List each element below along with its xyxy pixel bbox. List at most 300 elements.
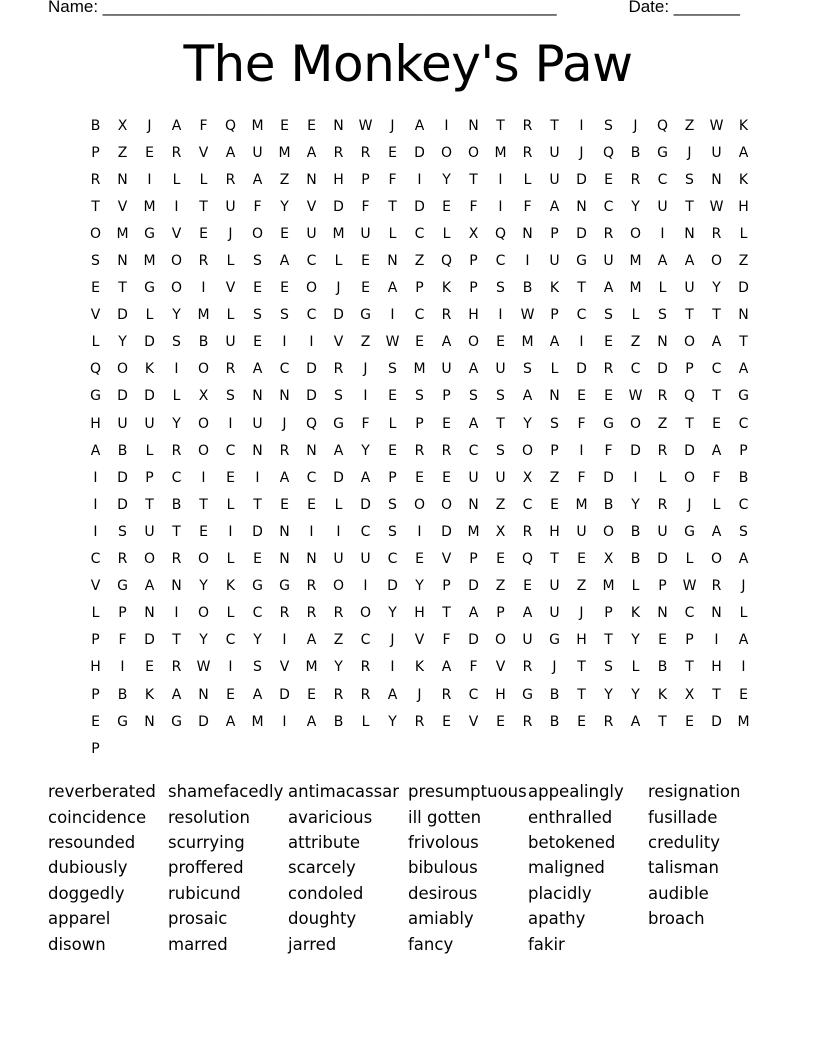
grid-letter[interactable]: A xyxy=(738,144,749,161)
grid-letter[interactable]: V xyxy=(279,659,290,676)
grid-letter[interactable]: J xyxy=(687,144,692,161)
grid-letter[interactable]: I xyxy=(282,334,287,351)
grid-letter[interactable]: R xyxy=(171,442,182,459)
grid-letter[interactable]: S xyxy=(226,388,235,405)
grid-letter[interactable]: J xyxy=(282,415,287,432)
grid-letter[interactable]: U xyxy=(495,361,506,378)
grid-letter[interactable]: N xyxy=(387,253,398,270)
grid-letter[interactable]: X xyxy=(117,117,128,134)
grid-letter[interactable]: O xyxy=(440,496,453,513)
grid-letter[interactable]: H xyxy=(468,307,479,324)
grid-letter[interactable]: R xyxy=(657,496,668,513)
grid-letter[interactable]: Q xyxy=(224,117,237,134)
grid-letter[interactable]: L xyxy=(361,713,370,730)
grid-letter[interactable]: H xyxy=(90,659,101,676)
grid-letter[interactable]: D xyxy=(684,442,695,459)
grid-letter[interactable]: U xyxy=(306,225,317,242)
grid-letter[interactable]: M xyxy=(143,198,156,215)
grid-letter[interactable]: D xyxy=(414,198,425,215)
grid-letter[interactable]: D xyxy=(630,442,641,459)
grid-letter[interactable]: H xyxy=(495,686,506,703)
grid-letter[interactable]: J xyxy=(390,632,395,649)
grid-letter[interactable]: Y xyxy=(388,605,397,622)
grid-letter[interactable]: C xyxy=(279,361,290,378)
grid-letter[interactable]: M xyxy=(278,144,291,161)
grid-letter[interactable]: B xyxy=(117,686,128,703)
grid-letter[interactable]: E xyxy=(604,171,613,188)
grid-letter[interactable]: P xyxy=(469,280,478,297)
grid-letter[interactable]: B xyxy=(738,469,749,486)
grid-letter[interactable]: T xyxy=(712,307,721,324)
grid-letter[interactable]: U xyxy=(333,551,344,568)
grid-letter[interactable]: D xyxy=(468,632,479,649)
grid-letter[interactable]: T xyxy=(658,713,667,730)
grid-letter[interactable]: D xyxy=(657,551,668,568)
grid-letter[interactable]: Z xyxy=(360,334,371,351)
grid-letter[interactable]: L xyxy=(145,307,154,324)
grid-letter[interactable]: L xyxy=(226,605,235,622)
grid-letter[interactable]: R xyxy=(522,117,533,134)
grid-letter[interactable]: S xyxy=(658,307,667,324)
grid-letter[interactable]: A xyxy=(441,659,452,676)
grid-letter[interactable]: Y xyxy=(280,198,289,215)
grid-letter[interactable]: O xyxy=(143,551,156,568)
grid-letter[interactable]: N xyxy=(252,388,263,405)
grid-letter[interactable]: O xyxy=(683,469,696,486)
grid-letter[interactable]: N xyxy=(198,686,209,703)
grid-letter[interactable]: J xyxy=(363,361,368,378)
grid-letter[interactable]: Z xyxy=(738,253,749,270)
grid-letter[interactable]: R xyxy=(360,686,371,703)
grid-letter[interactable]: O xyxy=(89,225,102,242)
grid-letter[interactable]: E xyxy=(280,496,289,513)
grid-letter[interactable]: D xyxy=(144,632,155,649)
grid-letter[interactable]: Y xyxy=(604,686,613,703)
grid-letter[interactable]: M xyxy=(467,523,480,540)
grid-letter[interactable]: O xyxy=(170,280,183,297)
grid-letter[interactable]: A xyxy=(711,442,722,459)
grid-letter[interactable]: A xyxy=(279,253,290,270)
grid-letter[interactable]: R xyxy=(630,171,641,188)
grid-letter[interactable]: Y xyxy=(334,659,343,676)
grid-letter[interactable]: R xyxy=(441,442,452,459)
grid-letter[interactable]: R xyxy=(333,686,344,703)
grid-letter[interactable]: S xyxy=(172,334,181,351)
grid-letter[interactable]: I xyxy=(741,659,746,676)
grid-letter[interactable]: E xyxy=(253,551,262,568)
grid-letter[interactable]: C xyxy=(576,307,587,324)
grid-letter[interactable]: G xyxy=(144,225,155,242)
grid-letter[interactable]: W xyxy=(628,388,643,405)
grid-letter[interactable]: H xyxy=(333,171,344,188)
grid-letter[interactable]: N xyxy=(117,253,128,270)
grid-letter[interactable]: P xyxy=(658,578,667,595)
grid-letter[interactable]: R xyxy=(333,605,344,622)
grid-letter[interactable]: S xyxy=(415,388,424,405)
grid-letter[interactable]: L xyxy=(631,307,640,324)
grid-letter[interactable]: Z xyxy=(117,144,128,161)
grid-letter[interactable]: D xyxy=(117,388,128,405)
grid-letter[interactable]: U xyxy=(522,632,533,649)
grid-letter[interactable]: A xyxy=(414,117,425,134)
grid-letter[interactable]: M xyxy=(602,578,615,595)
grid-letter[interactable]: A xyxy=(738,551,749,568)
grid-letter[interactable]: Y xyxy=(631,686,640,703)
grid-letter[interactable]: F xyxy=(523,198,532,215)
grid-letter[interactable]: Y xyxy=(631,632,640,649)
grid-letter[interactable]: E xyxy=(361,280,370,297)
grid-letter[interactable]: A xyxy=(225,144,236,161)
grid-letter[interactable]: E xyxy=(388,442,397,459)
grid-letter[interactable]: J xyxy=(687,496,692,513)
grid-letter[interactable]: U xyxy=(468,469,479,486)
grid-letter[interactable]: U xyxy=(549,253,560,270)
grid-letter[interactable]: J xyxy=(579,605,584,622)
grid-letter[interactable]: H xyxy=(414,605,425,622)
grid-letter[interactable]: L xyxy=(388,225,397,242)
grid-letter[interactable]: I xyxy=(228,415,233,432)
grid-letter[interactable]: D xyxy=(360,496,371,513)
grid-letter[interactable]: P xyxy=(361,171,370,188)
grid-letter[interactable]: G xyxy=(360,307,371,324)
grid-letter[interactable]: D xyxy=(279,686,290,703)
grid-letter[interactable]: A xyxy=(711,334,722,351)
grid-letter[interactable]: G xyxy=(252,578,263,595)
grid-letter[interactable]: O xyxy=(629,415,642,432)
grid-letter[interactable]: N xyxy=(279,551,290,568)
grid-letter[interactable]: E xyxy=(577,388,586,405)
grid-letter[interactable]: C xyxy=(306,469,317,486)
grid-letter[interactable]: B xyxy=(549,686,560,703)
grid-letter[interactable]: P xyxy=(604,605,613,622)
grid-letter[interactable]: E xyxy=(145,659,154,676)
grid-letter[interactable]: R xyxy=(171,551,182,568)
grid-letter[interactable]: G xyxy=(522,686,533,703)
grid-letter[interactable]: R xyxy=(522,523,533,540)
grid-letter[interactable]: E xyxy=(307,686,316,703)
grid-letter[interactable]: N xyxy=(522,225,533,242)
grid-letter[interactable]: L xyxy=(91,605,100,622)
grid-letter[interactable]: U xyxy=(495,469,506,486)
grid-letter[interactable]: I xyxy=(228,523,233,540)
grid-letter[interactable]: N xyxy=(684,225,695,242)
grid-letter[interactable]: I xyxy=(120,659,125,676)
grid-letter[interactable]: T xyxy=(604,632,613,649)
grid-letter[interactable]: D xyxy=(441,523,452,540)
grid-letter[interactable]: C xyxy=(495,253,506,270)
grid-letter[interactable]: G xyxy=(279,578,290,595)
grid-letter[interactable]: A xyxy=(468,415,479,432)
grid-letter[interactable]: U xyxy=(144,415,155,432)
grid-letter[interactable]: Y xyxy=(172,415,181,432)
grid-letter[interactable]: C xyxy=(90,551,101,568)
grid-letter[interactable]: F xyxy=(577,469,586,486)
grid-letter[interactable]: C xyxy=(738,415,749,432)
grid-letter[interactable]: I xyxy=(660,225,665,242)
grid-letter[interactable]: I xyxy=(390,307,395,324)
grid-letter[interactable]: I xyxy=(147,171,152,188)
grid-letter[interactable]: C xyxy=(468,686,479,703)
grid-letter[interactable]: Y xyxy=(712,280,721,297)
grid-letter[interactable]: I xyxy=(93,469,98,486)
grid-letter[interactable]: K xyxy=(630,605,641,622)
grid-letter[interactable]: V xyxy=(90,578,101,595)
grid-letter[interactable]: Z xyxy=(657,415,668,432)
grid-letter[interactable]: L xyxy=(523,171,532,188)
grid-letter[interactable]: K xyxy=(225,578,236,595)
grid-letter[interactable]: V xyxy=(90,307,101,324)
grid-letter[interactable]: S xyxy=(91,253,100,270)
grid-letter[interactable]: E xyxy=(496,713,505,730)
grid-letter[interactable]: L xyxy=(631,659,640,676)
grid-letter[interactable]: C xyxy=(684,605,695,622)
grid-letter[interactable]: S xyxy=(118,523,127,540)
grid-letter[interactable]: E xyxy=(604,388,613,405)
grid-letter[interactable]: S xyxy=(253,659,262,676)
grid-letter[interactable]: E xyxy=(415,551,424,568)
grid-letter[interactable]: W xyxy=(196,659,211,676)
grid-letter[interactable]: Y xyxy=(253,632,262,649)
grid-letter[interactable]: O xyxy=(413,496,426,513)
grid-letter[interactable]: V xyxy=(198,144,209,161)
grid-letter[interactable]: E xyxy=(280,117,289,134)
grid-letter[interactable]: T xyxy=(685,307,694,324)
grid-letter[interactable]: O xyxy=(197,415,210,432)
grid-letter[interactable]: C xyxy=(711,361,722,378)
grid-letter[interactable]: S xyxy=(739,523,748,540)
grid-letter[interactable]: L xyxy=(334,253,343,270)
grid-letter[interactable]: A xyxy=(171,686,182,703)
grid-letter[interactable]: L xyxy=(631,578,640,595)
grid-letter[interactable]: U xyxy=(711,144,722,161)
grid-letter[interactable]: L xyxy=(658,280,667,297)
grid-letter[interactable]: C xyxy=(522,496,533,513)
grid-letter[interactable]: D xyxy=(144,334,155,351)
grid-letter[interactable]: O xyxy=(494,632,507,649)
grid-letter[interactable]: K xyxy=(144,686,155,703)
grid-letter[interactable]: S xyxy=(604,117,613,134)
grid-letter[interactable]: S xyxy=(253,307,262,324)
grid-letter[interactable]: C xyxy=(360,523,371,540)
grid-letter[interactable]: E xyxy=(388,388,397,405)
grid-letter[interactable]: C xyxy=(387,551,398,568)
grid-letter[interactable]: N xyxy=(333,117,344,134)
grid-letter[interactable]: C xyxy=(225,442,236,459)
grid-letter[interactable]: T xyxy=(172,523,181,540)
grid-letter[interactable]: D xyxy=(576,171,587,188)
grid-letter[interactable]: W xyxy=(709,117,724,134)
grid-letter[interactable]: O xyxy=(467,334,480,351)
grid-letter[interactable]: G xyxy=(144,280,155,297)
grid-letter[interactable]: B xyxy=(198,334,209,351)
grid-letter[interactable]: W xyxy=(682,578,697,595)
grid-letter[interactable]: I xyxy=(174,605,179,622)
grid-letter[interactable]: N xyxy=(576,198,587,215)
grid-letter[interactable]: M xyxy=(575,496,588,513)
grid-letter[interactable]: D xyxy=(711,713,722,730)
grid-letter[interactable]: E xyxy=(280,225,289,242)
grid-letter[interactable]: R xyxy=(90,171,101,188)
grid-letter[interactable]: S xyxy=(496,388,505,405)
grid-letter[interactable]: N xyxy=(144,713,155,730)
grid-letter[interactable]: W xyxy=(709,198,724,215)
grid-letter[interactable]: H xyxy=(90,415,101,432)
grid-letter[interactable]: G xyxy=(657,144,668,161)
grid-letter[interactable]: P xyxy=(469,551,478,568)
grid-letter[interactable]: E xyxy=(145,144,154,161)
grid-letter[interactable]: I xyxy=(498,307,503,324)
grid-letter[interactable]: E xyxy=(442,415,451,432)
grid-letter[interactable]: R xyxy=(711,225,722,242)
grid-letter[interactable]: R xyxy=(117,551,128,568)
grid-letter[interactable]: A xyxy=(360,469,371,486)
grid-letter[interactable]: A xyxy=(306,632,317,649)
grid-letter[interactable]: I xyxy=(579,334,584,351)
grid-letter[interactable]: P xyxy=(550,442,559,459)
grid-letter[interactable]: R xyxy=(441,686,452,703)
grid-letter[interactable]: J xyxy=(417,686,422,703)
grid-letter[interactable]: O xyxy=(359,605,372,622)
grid-letter[interactable]: X xyxy=(603,551,614,568)
grid-letter[interactable]: D xyxy=(333,469,344,486)
grid-letter[interactable]: P xyxy=(145,469,154,486)
grid-letter[interactable]: B xyxy=(171,496,182,513)
grid-letter[interactable]: Z xyxy=(495,578,506,595)
grid-letter[interactable]: U xyxy=(549,578,560,595)
grid-letter[interactable]: D xyxy=(252,523,263,540)
grid-letter[interactable]: W xyxy=(385,334,400,351)
grid-letter[interactable]: T xyxy=(550,551,559,568)
grid-letter[interactable]: A xyxy=(306,713,317,730)
grid-letter[interactable]: E xyxy=(307,117,316,134)
grid-letter[interactable]: D xyxy=(117,496,128,513)
grid-letter[interactable]: R xyxy=(171,144,182,161)
grid-letter[interactable]: X xyxy=(198,388,209,405)
grid-letter[interactable]: I xyxy=(498,171,503,188)
grid-letter[interactable]: A xyxy=(549,334,560,351)
grid-letter[interactable]: H xyxy=(738,198,749,215)
grid-letter[interactable]: P xyxy=(739,442,748,459)
grid-letter[interactable]: R xyxy=(306,578,317,595)
grid-letter[interactable]: F xyxy=(604,442,613,459)
grid-letter[interactable]: I xyxy=(579,442,584,459)
grid-letter[interactable]: W xyxy=(520,307,535,324)
grid-letter[interactable]: P xyxy=(91,686,100,703)
grid-letter[interactable]: E xyxy=(253,280,262,297)
grid-letter[interactable]: Q xyxy=(656,117,669,134)
grid-letter[interactable]: K xyxy=(738,171,749,188)
grid-letter[interactable]: E xyxy=(442,198,451,215)
grid-letter[interactable]: D xyxy=(657,361,668,378)
grid-letter[interactable]: E xyxy=(658,632,667,649)
grid-letter[interactable]: S xyxy=(523,361,532,378)
grid-letter[interactable]: Y xyxy=(523,415,532,432)
grid-letter[interactable]: E xyxy=(442,469,451,486)
grid-letter[interactable]: E xyxy=(91,280,100,297)
grid-letter[interactable]: C xyxy=(252,605,263,622)
grid-letter[interactable]: V xyxy=(171,225,182,242)
grid-letter[interactable]: O xyxy=(170,253,183,270)
grid-letter[interactable]: T xyxy=(685,659,694,676)
grid-letter[interactable]: M xyxy=(143,253,156,270)
grid-letter[interactable]: F xyxy=(577,415,586,432)
grid-letter[interactable]: A xyxy=(711,523,722,540)
grid-letter[interactable]: F xyxy=(253,198,262,215)
grid-letter[interactable]: O xyxy=(197,361,210,378)
grid-letter[interactable]: U xyxy=(117,415,128,432)
grid-letter[interactable]: C xyxy=(630,361,641,378)
grid-letter[interactable]: I xyxy=(174,361,179,378)
grid-letter[interactable]: A xyxy=(630,713,641,730)
grid-letter[interactable]: F xyxy=(199,117,208,134)
grid-letter[interactable]: U xyxy=(252,144,263,161)
grid-letter[interactable]: Z xyxy=(279,171,290,188)
grid-letter[interactable]: P xyxy=(415,280,424,297)
grid-letter[interactable]: A xyxy=(522,605,533,622)
grid-letter[interactable]: L xyxy=(442,225,451,242)
grid-letter[interactable]: B xyxy=(630,523,641,540)
grid-letter[interactable]: Q xyxy=(602,144,615,161)
grid-letter[interactable]: S xyxy=(685,171,694,188)
grid-letter[interactable]: E xyxy=(226,686,235,703)
grid-letter[interactable]: N xyxy=(144,605,155,622)
grid-letter[interactable]: E xyxy=(199,225,208,242)
grid-letter[interactable]: U xyxy=(657,523,668,540)
grid-letter[interactable]: B xyxy=(522,280,533,297)
grid-letter[interactable]: I xyxy=(417,523,422,540)
grid-letter[interactable]: E xyxy=(280,280,289,297)
grid-letter[interactable]: A xyxy=(657,253,668,270)
grid-letter[interactable]: P xyxy=(91,632,100,649)
grid-letter[interactable]: G xyxy=(333,415,344,432)
grid-letter[interactable]: R xyxy=(333,361,344,378)
grid-letter[interactable]: I xyxy=(579,117,584,134)
grid-letter[interactable]: L xyxy=(712,496,721,513)
grid-letter[interactable]: B xyxy=(603,496,614,513)
grid-letter[interactable]: M xyxy=(629,253,642,270)
grid-letter[interactable]: P xyxy=(685,632,694,649)
grid-letter[interactable]: I xyxy=(93,523,98,540)
grid-letter[interactable]: A xyxy=(549,198,560,215)
grid-letter[interactable]: I xyxy=(255,469,260,486)
grid-letter[interactable]: D xyxy=(117,307,128,324)
grid-letter[interactable]: R xyxy=(657,442,668,459)
grid-letter[interactable]: M xyxy=(494,144,507,161)
grid-letter[interactable]: K xyxy=(414,659,425,676)
grid-letter[interactable]: A xyxy=(252,171,263,188)
grid-letter[interactable]: Z xyxy=(495,496,506,513)
grid-letter[interactable]: I xyxy=(309,334,314,351)
grid-letter[interactable]: G xyxy=(117,578,128,595)
grid-letter[interactable]: T xyxy=(550,117,559,134)
grid-letter[interactable]: H xyxy=(711,659,722,676)
grid-letter[interactable]: A xyxy=(468,605,479,622)
grid-letter[interactable]: R xyxy=(333,144,344,161)
grid-letter[interactable]: R xyxy=(603,225,614,242)
grid-letter[interactable]: J xyxy=(552,659,557,676)
grid-letter[interactable]: O xyxy=(521,442,534,459)
grid-letter[interactable]: Z xyxy=(414,253,425,270)
grid-letter[interactable]: L xyxy=(145,442,154,459)
grid-letter[interactable]: R xyxy=(603,361,614,378)
grid-letter[interactable]: E xyxy=(712,415,721,432)
grid-letter[interactable]: L xyxy=(658,469,667,486)
grid-letter[interactable]: P xyxy=(550,307,559,324)
grid-letter[interactable]: E xyxy=(226,469,235,486)
grid-letter[interactable]: L xyxy=(739,605,748,622)
grid-letter[interactable]: Y xyxy=(172,307,181,324)
grid-letter[interactable]: R xyxy=(441,307,452,324)
